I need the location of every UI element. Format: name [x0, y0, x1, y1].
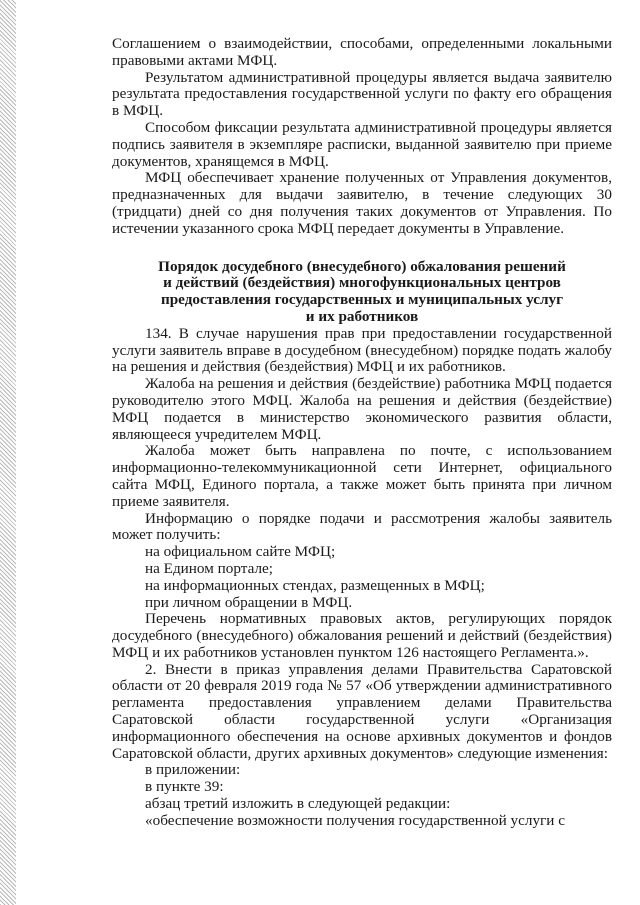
paragraph: Результатом административной процедуры является выдача заявителю результата предоставления государственной услуги по факту его обращения в МФЦ. — [112, 68, 612, 120]
document-page — [112, 36, 612, 830]
paragraph: Перечень нормативных правовых актов, регулирующих порядок досудебного (внесудебного) обжалования решений и действий (бездействия) МФЦ и их работников установлен пунктом 126 настоящего Регламента.». — [112, 610, 612, 661]
list-item: при личном обращении в МФЦ. — [145, 593, 353, 611]
scan-edge-artifact — [0, 0, 16, 905]
heading-line: и действий (бездействия) многофункциональных центров — [163, 274, 561, 292]
paragraph: 134. В случае нарушения прав при предоставлении государственной услуги заявитель вправе в досудебном (внесудебном) порядке подать жалобу на решения и действия (бездействия) МФЦ и их работников. — [112, 324, 612, 376]
list-item: в пункте 39: — [145, 778, 224, 796]
heading-line: и их работников — [305, 307, 419, 325]
list-item: на информационных стендах, размещенных в МФЦ; — [145, 576, 485, 594]
list-item: абзац третий изложить в следующей редакции: — [145, 795, 451, 813]
paragraph: Соглашением о взаимодействии, способами, определенными локальными правовыми актами МФЦ. — [112, 35, 612, 69]
section-heading — [112, 259, 612, 326]
heading-line: предоставления государственных и муниципальных услуг — [160, 291, 564, 309]
paragraph: Информацию о порядке подачи и рассмотрения жалобы заявитель может получить: — [112, 509, 612, 544]
paragraph: МФЦ обеспечивает хранение полученных от Управления документов, предназначенных для выдачи заявителю, в течение следующих 30 (тридцати) дней со дня получения таких документов от Управления. По истечении указанного срока МФЦ передает документы в Управление. — [112, 169, 612, 237]
list-item: на Едином портале; — [145, 559, 273, 577]
paragraph: Способом фиксации результата административной процедуры является подпись заявителя в экземпляре расписки, выданной заявителю при приеме документов, хранящемся в МФЦ. — [112, 118, 612, 170]
paragraph: «обеспечение возможности получения государственной услуги с — [145, 811, 565, 829]
paragraph: Жалоба может быть направлена по почте, с использованием информационно-телекоммуникационной сети Интернет, официального сайта МФЦ, Единого портала, а также может быть принята при личном приеме заявителя. — [112, 442, 612, 510]
heading-line: Порядок досудебного (внесудебного) обжалования решений — [158, 257, 566, 275]
paragraph: 2. Внести в приказ управления делами Правительства Саратовской области от 20 февраля 2019 года № 57 «Об утверждении административного регламента предоставления управлением делами Правительства Саратовской области государственной услуги «Организация информационного обеспечения на основе архивных документов и фондов Саратовской области, других архивных документов» следующие изменения: — [112, 660, 612, 762]
list-item: на официальном сайте МФЦ; — [145, 543, 336, 561]
list-item: в приложении: — [145, 761, 241, 779]
paragraph: Жалоба на решения и действия (бездействие) работника МФЦ подается руководителю этого МФЦ. Жалоба на решения и действия (бездействие) МФЦ подается в министерство экономического развития области, являющееся учредителем МФЦ. — [112, 375, 612, 443]
